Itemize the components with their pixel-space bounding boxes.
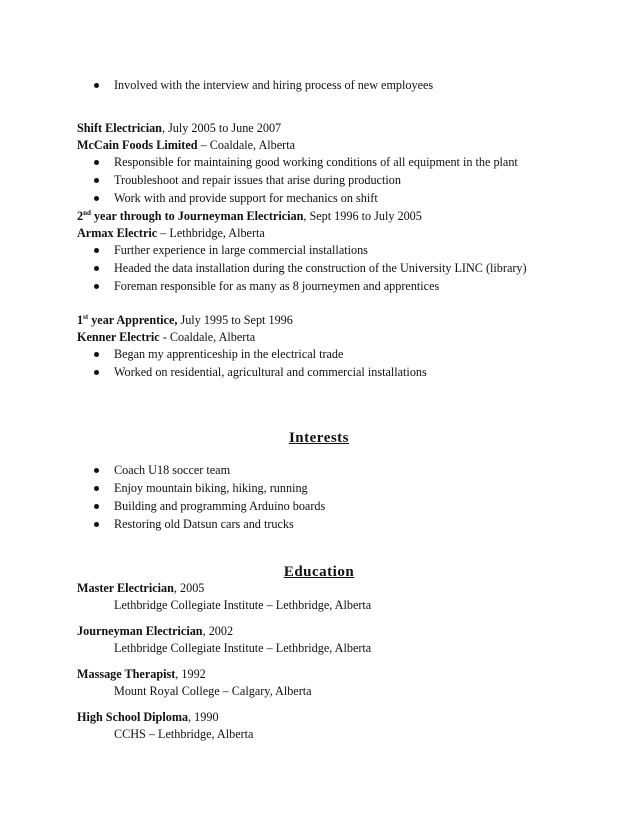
list-item: Building and programming Arduino boards: [77, 498, 577, 516]
list-item: Further experience in large commercial installations: [77, 242, 577, 260]
employer-line: [77, 225, 577, 242]
credential-name: Massage Therapist: [77, 667, 176, 681]
ordinal-suffix: nd: [83, 208, 91, 217]
employer-location: – Coaldale, Alberta: [197, 138, 296, 152]
list-item: Responsible for maintaining good working conditions of all equipment in the plant: [77, 154, 577, 172]
ordinal-suffix: st: [83, 312, 89, 321]
list-item: Worked on residential, agricultural and commercial installations: [77, 364, 577, 382]
job-title: Shift Electrician: [77, 121, 162, 135]
list-item: Foreman responsible for as many as 8 journeymen and apprentices: [77, 278, 577, 296]
school-name: Lethbridge Collegiate Institute – Lethbridge, Alberta: [114, 598, 372, 612]
list-item: Headed the data installation during the construction of the University LINC (library): [77, 260, 577, 278]
employer-name: Kenner Electric: [77, 330, 160, 344]
list-item: Troubleshoot and repair issues that arise during production: [77, 172, 577, 190]
job-entry-journeyman: [77, 208, 577, 296]
credential-year: , 1992: [175, 667, 206, 681]
education-heading: Education: [283, 564, 355, 580]
credential-name: High School Diploma: [77, 710, 189, 724]
interests-section: [77, 462, 577, 534]
job-title-line: [77, 312, 577, 329]
list-item: Enjoy mountain biking, hiking, running: [77, 480, 577, 498]
employer-name: Armax Electric: [77, 226, 158, 240]
job-title-text: year Apprentice,: [88, 313, 178, 327]
ordinal-number: 2: [77, 209, 84, 223]
bullet-list: [77, 346, 577, 382]
list-item: Restoring old Datsun cars and trucks: [77, 516, 577, 534]
interests-heading: Interests: [288, 430, 350, 446]
job-entry-apprentice: [77, 312, 577, 382]
employer-location: – Lethbridge, Alberta: [157, 226, 265, 240]
job-title-line: [77, 120, 577, 137]
ordinal-number: 1: [77, 313, 84, 327]
school-name: CCHS – Lethbridge, Alberta: [114, 727, 254, 741]
employer-location: - Coaldale, Alberta: [159, 330, 256, 344]
job-dates: , July 2005 to June 2007: [161, 121, 282, 135]
school-name: Mount Royal College – Calgary, Alberta: [114, 684, 312, 698]
job-dates: July 1995 to Sept 1996: [177, 313, 293, 327]
list-item: Coach U18 soccer team: [77, 462, 577, 480]
job-entry-shift-electrician: [77, 120, 577, 208]
bullet-list: [77, 242, 577, 296]
job-title: [77, 209, 303, 223]
education-entry: [77, 709, 577, 743]
bullet-list: [77, 462, 577, 534]
credential-year: , 2005: [173, 581, 205, 595]
credential-name: Journeyman Electrician: [77, 624, 203, 638]
previous-job-continuation: [77, 77, 577, 95]
bullet-list: [77, 77, 577, 95]
education-entry: [77, 623, 577, 657]
list-item: Work with and provide support for mechanics on shift: [77, 190, 577, 208]
job-dates: , Sept 1996 to July 2005: [303, 209, 422, 223]
employer-line: [77, 137, 577, 154]
list-item: Involved with the interview and hiring process of new employees: [77, 77, 577, 95]
bullet-list: [77, 154, 577, 208]
credential-name: Master Electrician: [77, 581, 174, 595]
school-name: Lethbridge Collegiate Institute – Lethbridge, Alberta: [114, 641, 372, 655]
education-entry: [77, 580, 577, 614]
job-title-line: [77, 208, 577, 225]
employer-line: [77, 329, 577, 346]
employer-name: McCain Foods Limited: [77, 138, 198, 152]
list-item: Began my apprenticeship in the electrical trade: [77, 346, 577, 364]
credential-year: , 1990: [188, 710, 219, 724]
job-title-text: year through to Journeyman Electrician: [90, 209, 304, 223]
credential-year: , 2002: [202, 624, 234, 638]
job-title: [77, 313, 177, 327]
education-entry: [77, 666, 577, 700]
